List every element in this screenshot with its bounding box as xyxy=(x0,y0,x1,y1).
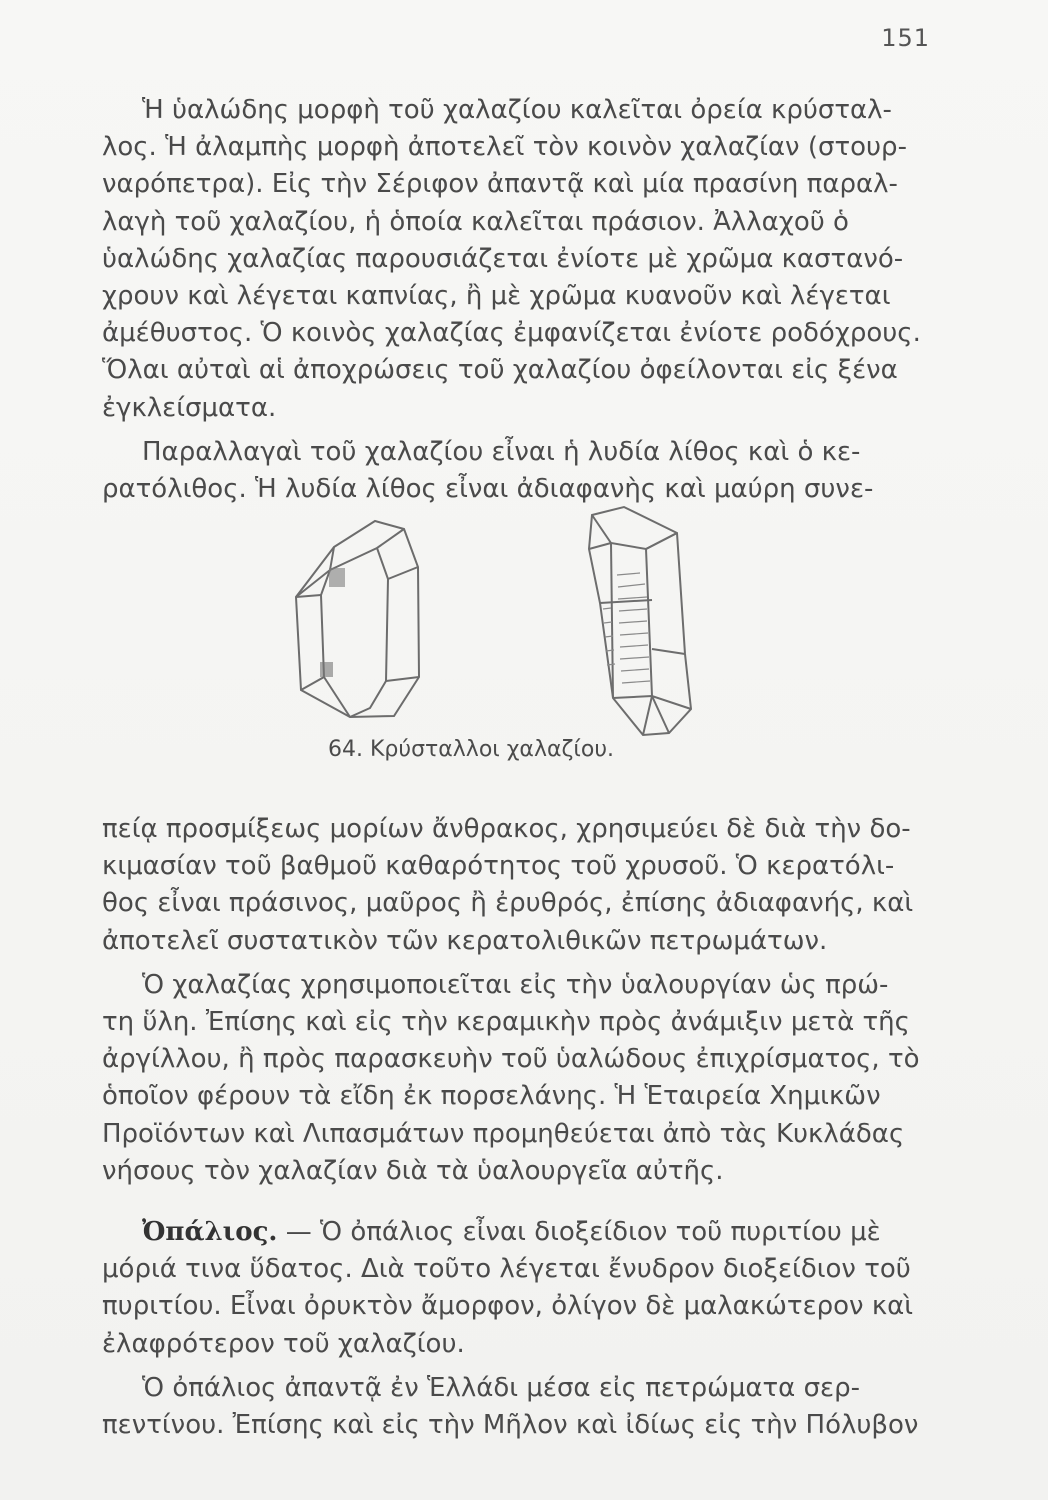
opalios-heading: Ὀπάλιος. xyxy=(142,1217,278,1247)
text-line: ναρόπετρα). Εἰς τὴν Σέριφον ἀπαντᾷ καὶ μία πρασίνη παραλ- xyxy=(102,169,898,200)
text-line: Ὅλαι αὐταὶ αἱ ἀποχρώσεις τοῦ χαλαζίου ὀφείλονται εἰς ξένα xyxy=(102,355,898,386)
text-line: — Ὁ ὀπάλιος εἶναι διοξείδιον τοῦ πυριτίου μὲ xyxy=(285,1217,881,1247)
page-number: 151 xyxy=(881,24,930,52)
text-line: ἀποτελεῖ συστατικὸν τῶν κερατολιθικῶν πετρωμάτων. xyxy=(102,925,828,956)
text-line: ρατόλιθος. Ἡ λυδία λίθος εἶναι ἀδιαφανὴς καὶ μαύρη συνε- xyxy=(102,474,874,505)
left-quartz-crystal-illustration xyxy=(296,521,419,717)
opalios-heading-line xyxy=(102,1214,940,1251)
figure-caption: 64. Κρύσταλλοι χαλαζίου. xyxy=(328,737,615,762)
text-line: κιμασίαν τοῦ βαθμοῦ καθαρότητος τοῦ χρυσοῦ. Ὁ κερατόλι- xyxy=(102,851,895,882)
top-text-block xyxy=(102,92,940,508)
paragraph-gap xyxy=(102,960,940,967)
middle-text-block xyxy=(102,811,940,1190)
quartz-crystals-figure xyxy=(280,505,710,775)
text-line: Ἡ ὑαλώδης μορφὴ τοῦ χαλαζίου καλεῖται ὀρεία κρύσταλ- xyxy=(142,95,892,125)
text-line: ὁποῖον φέρουν τὰ εἴδη ἐκ πορσελάνης. Ἡ Ἑταιρεία Χημικῶν xyxy=(102,1081,881,1112)
paragraph-gap xyxy=(102,427,940,434)
text-line: μόριά τινα ὕδατος. Διὰ τοῦτο λέγεται ἔνυδρον διοξείδιον τοῦ xyxy=(102,1254,911,1285)
text-line: Προϊόντων καὶ Λιπασμάτων προμηθεύεται ἀπὸ τὰς Κυκλάδας xyxy=(102,1118,905,1149)
text-line: Παραλλαγαὶ τοῦ χαλαζίου εἶναι ἡ λυδία λίθος καὶ ὁ κε- xyxy=(142,436,861,467)
text-line: ὑαλώδης χαλαζίας παρουσιάζεται ἐνίοτε μὲ χρῶμα καστανό- xyxy=(102,243,904,274)
text-line: χρουν καὶ λέγεται καπνίας, ἢ μὲ χρῶμα κυανοῦν καὶ λέγεται xyxy=(102,281,891,312)
text-line: λος. Ἡ ἀλαμπὴς μορφὴ ἀποτελεῖ τὸν κοινὸν χαλαζίαν (στουρ- xyxy=(102,132,907,163)
text-line: θος εἶναι πράσινος, μαῦρος ἢ ἐρυθρός, ἐπίσης ἀδιαφανής, καὶ xyxy=(102,888,914,919)
text-line: Ὁ ὀπάλιος ἀπαντᾷ ἐν Ἑλλάδι μέσα εἰς πετρώματα σερ- xyxy=(142,1372,860,1403)
text-line: λαγὴ τοῦ χαλαζίου, ἡ ὁποία καλεῖται πράσιον. Ἀλλαχοῦ ὁ xyxy=(102,206,849,237)
text-line: ἀμέθυστος. Ὁ κοινὸς χαλαζίας ἐμφανίζεται ἐνίοτε ροδόχρους. xyxy=(102,318,921,349)
text-line: ἐγκλείσματα. xyxy=(102,392,277,423)
paragraph-gap xyxy=(102,1363,940,1370)
right-quartz-crystal-illustration xyxy=(589,507,691,735)
text-line: πυριτίου. Εἶναι ὀρυκτὸν ἄμορφον, ὀλίγον δὲ μαλακώτερον καὶ xyxy=(102,1291,914,1322)
text-line: πείᾳ προσμίξεως μορίων ἄνθρακος, χρησιμεύει δὲ διὰ τὴν δο- xyxy=(102,814,911,844)
text-line: Ὁ χαλαζίας χρησιμοποιεῖται εἰς τὴν ὑαλουργίαν ὡς πρώ- xyxy=(142,969,889,1000)
text-line: ἀργίλλου, ἢ πρὸς παρασκευὴν τοῦ ὑαλώδους ἐπιχρίσματος, τὸ xyxy=(102,1044,920,1075)
text-line: νήσους τὸν χαλαζίαν διὰ τὰ ὑαλουργεῖα αὐτῆς. xyxy=(102,1155,724,1186)
text-line: πεντίνου. Ἐπίσης καὶ εἰς τὴν Μῆλον καὶ ἰδίως εἰς τὴν Πόλυβον xyxy=(102,1410,919,1441)
bottom-text-block xyxy=(102,1214,940,1444)
text-line: τη ὕλη. Ἐπίσης καὶ εἰς τὴν κεραμικὴν πρὸς ἀνάμιξιν μετὰ τῆς xyxy=(102,1007,910,1038)
text-line: ἐλαφρότερον τοῦ χαλαζίου. xyxy=(102,1328,465,1359)
